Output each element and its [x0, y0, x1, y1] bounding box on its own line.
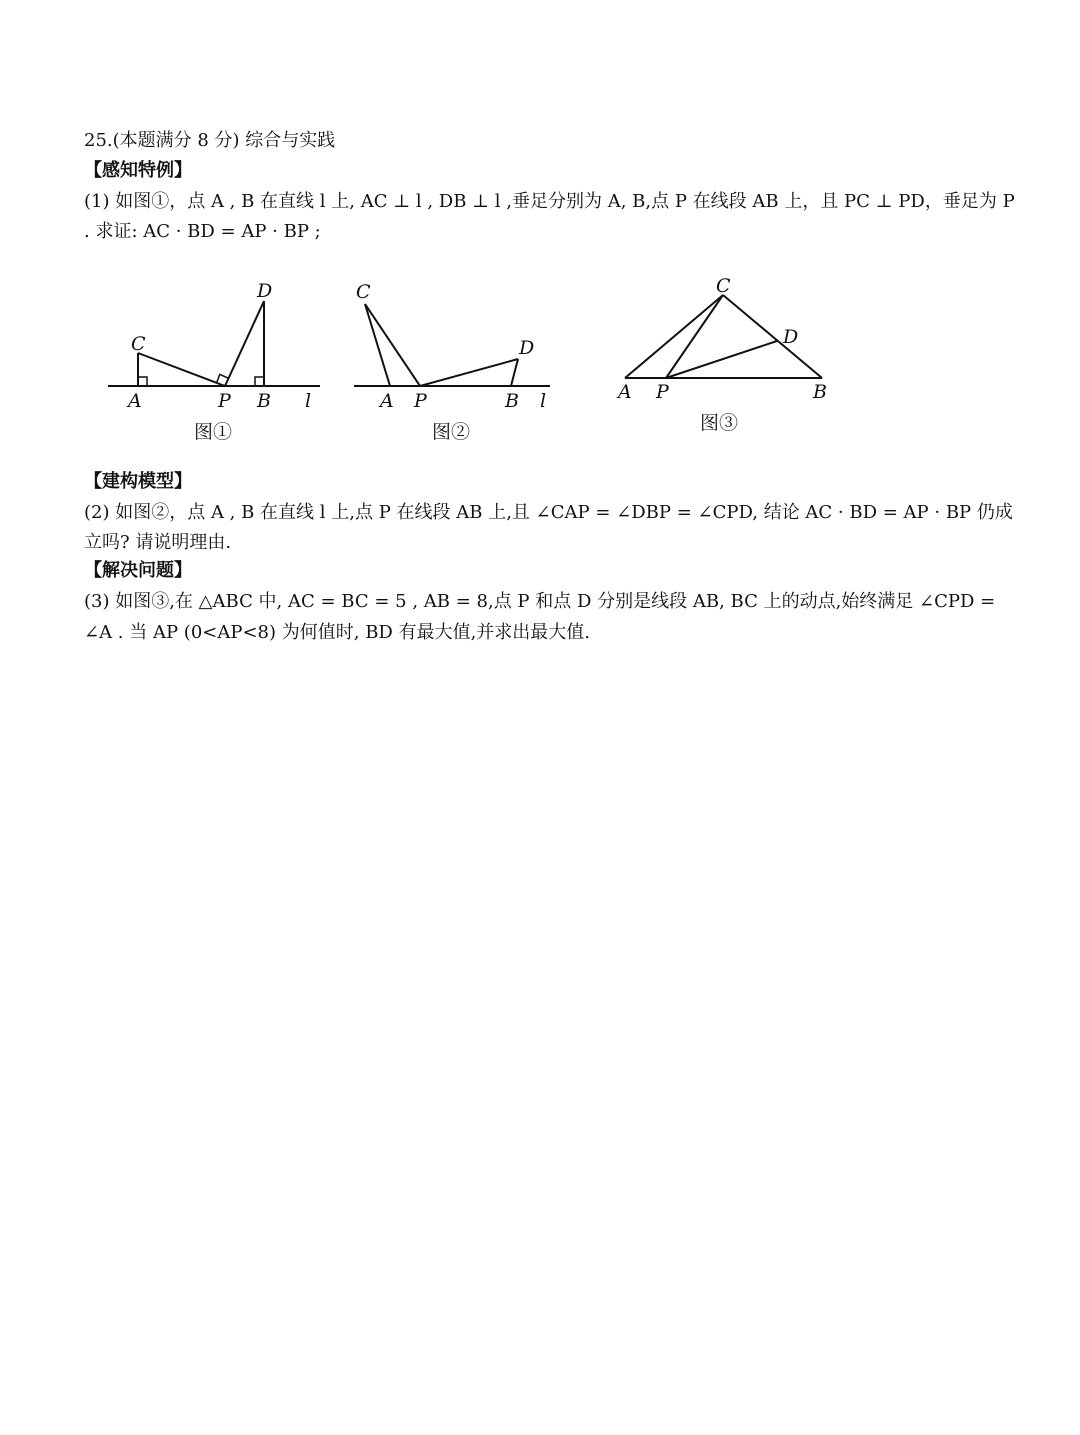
- figures-area: [0, 0, 1080, 460]
- fig1-label-a: A: [128, 390, 142, 412]
- fig3-label-c: C: [716, 275, 731, 297]
- section1-text-line2: . 求证: AC · BD = AP · BP ;: [84, 221, 321, 242]
- fig2-caption: 图②: [432, 421, 471, 443]
- fig1-label-p: P: [218, 390, 231, 412]
- fig1-label-d: D: [257, 280, 273, 302]
- problem-title: 25.(本题满分 8 分) 综合与实践: [84, 130, 336, 151]
- section3-text-line1: (3) 如图③,在 △ABC 中, AC = BC = 5 , AB = 8,点 P 和点 D 分别是线段 AB, BC 上的动点,始终满足 ∠CPD =: [84, 591, 996, 612]
- fig1-label-l: l: [305, 390, 312, 412]
- section1-heading: 【感知特例】: [84, 160, 192, 181]
- fig2-segment-ca: [365, 304, 390, 386]
- fig3-label-a: A: [618, 381, 632, 403]
- fig2-label-b: B: [505, 390, 519, 412]
- fig3-segment-cb: [723, 295, 822, 378]
- section2-heading: 【建构模型】: [84, 471, 192, 492]
- fig2-label-d: D: [519, 337, 535, 359]
- section3-text-line2: ∠A . 当 AP (0<AP<8) 为何值时, BD 有最大值,并求出最大值.: [84, 622, 591, 643]
- fig3-label-p: P: [656, 381, 669, 403]
- fig3-segment-pd: [666, 341, 777, 378]
- fig3-label-d: D: [783, 326, 799, 348]
- section1-text-line1: (1) 如图①，点 A , B 在直线 l 上, AC ⊥ l , DB ⊥ l ,垂足分别为 A, B,点 P 在线段 AB 上，且 PC ⊥ PD，垂足为 P: [84, 191, 1015, 212]
- fig1-segment-pd: [225, 301, 264, 386]
- fig2-label-l: l: [540, 390, 547, 412]
- fig2-segment-db: [511, 359, 518, 386]
- section2-text-line1: (2) 如图②，点 A , B 在直线 l 上,点 P 在线段 AB 上,且 ∠CAP = ∠DBP = ∠CPD, 结论 AC · BD = AP · BP 仍成: [84, 502, 1013, 523]
- fig1-right-angle-b: [255, 377, 264, 386]
- fig1-label-b: B: [257, 390, 271, 412]
- fig3-caption: 图③: [700, 412, 739, 434]
- fig2-segment-cp: [365, 304, 420, 386]
- fig1-segment-cp: [138, 353, 225, 386]
- fig1-label-c: C: [131, 333, 146, 355]
- fig1-right-angle-a: [138, 377, 147, 386]
- fig2-label-c: C: [356, 281, 371, 303]
- fig2-label-p: P: [414, 390, 427, 412]
- section2-text-line2: 立吗? 请说明理由.: [84, 532, 232, 553]
- fig2-label-a: A: [380, 390, 394, 412]
- fig3-label-b: B: [813, 381, 827, 403]
- fig1-caption: 图①: [194, 421, 233, 443]
- section3-heading: 【解决问题】: [84, 560, 192, 581]
- fig2-segment-pd: [420, 359, 518, 386]
